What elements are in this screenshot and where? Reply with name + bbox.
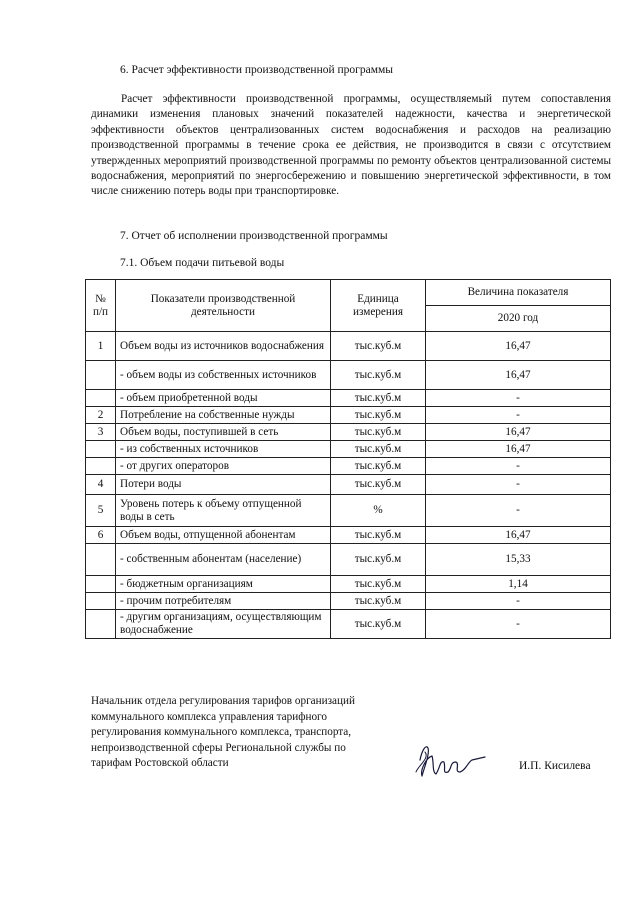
indicator-name: Потери воды	[116, 475, 331, 495]
indicator-value: -	[426, 593, 611, 610]
row-number: 6	[86, 527, 116, 544]
unit-of-measure: тыс.куб.м	[331, 424, 426, 441]
indicator-value: 15,33	[426, 544, 611, 576]
indicator-value: -	[426, 390, 611, 407]
indicator-name: - бюджетным организациям	[116, 576, 331, 593]
signatory-title-line: коммунального комплекса управления тарифного	[91, 710, 327, 723]
section-7-1-heading: 7.1. Объем подачи питьевой воды	[120, 257, 285, 269]
row-number	[86, 390, 116, 407]
indicator-value: 1,14	[426, 576, 611, 593]
indicator-name: - объем воды из собственных источников	[116, 361, 331, 390]
table-row	[86, 361, 611, 390]
signatory-title	[91, 694, 411, 772]
row-number: 2	[86, 407, 116, 424]
indicator-name: - объем приобретенной воды	[116, 390, 331, 407]
signatory-title-line: непроизводственной сферы Региональной службы по	[91, 741, 346, 754]
unit-of-measure: тыс.куб.м	[331, 576, 426, 593]
table-row	[86, 390, 611, 407]
indicator-value: -	[426, 407, 611, 424]
indicator-name: Объем воды, отпущенной абонентам	[116, 527, 331, 544]
table-row	[86, 593, 611, 610]
unit-of-measure: тыс.куб.м	[331, 332, 426, 361]
row-number	[86, 544, 116, 576]
unit-of-measure: %	[331, 495, 426, 527]
indicator-value: 16,47	[426, 441, 611, 458]
unit-of-measure: тыс.куб.м	[331, 527, 426, 544]
signatory-title-line: тарифам Ростовской области	[91, 757, 229, 770]
indicator-value: 16,47	[426, 527, 611, 544]
table-body	[86, 332, 611, 639]
signatory-title-line: регулирования коммунального комплекса, транспорта,	[91, 726, 352, 739]
header-value: Величина показателя	[426, 280, 611, 306]
table-row	[86, 424, 611, 441]
header-indicator: Показатели производственной деятельности	[116, 280, 331, 332]
unit-of-measure: тыс.куб.м	[331, 361, 426, 390]
indicator-value: -	[426, 610, 611, 639]
indicator-name: - другим организациям, осуществляющим водоснабжение	[116, 610, 331, 639]
row-number	[86, 593, 116, 610]
table-row	[86, 441, 611, 458]
indicator-name: Объем воды, поступившей в сеть	[116, 424, 331, 441]
indicator-value: 16,47	[426, 424, 611, 441]
header-unit: Единица измерения	[331, 280, 426, 332]
indicator-name: Объем воды из источников водоснабжения	[116, 332, 331, 361]
header-num: № п/п	[86, 280, 116, 332]
table-header-row	[86, 280, 611, 306]
indicator-value: 16,47	[426, 332, 611, 361]
indicator-name: - от других операторов	[116, 458, 331, 475]
unit-of-measure: тыс.куб.м	[331, 593, 426, 610]
indicator-name: Потребление на собственные нужды	[116, 407, 331, 424]
indicator-value: -	[426, 475, 611, 495]
indicator-name: Уровень потерь к объему отпущенной воды в сеть	[116, 495, 331, 527]
section-6-paragraph: Расчет эффективности производственной программы, осуществляемый путем сопоставления динамики изменения плановых значений показателей надежности, качества и энергетической эффективности объектов централизованных систем водоснабжения и расходов на реализацию производственной программы в течение срока ее действия, не производится в связи с отсутствием утвержденных мероприятий производственной программы по ремонту объектов централизованной системы водоснабжения, мероприятий по энергосбережению и повышению энергетической эффективности, в том числе снижению потерь воды при транспортировке.	[91, 93, 611, 198]
row-number	[86, 610, 116, 639]
row-number	[86, 361, 116, 390]
row-number: 1	[86, 332, 116, 361]
table-row	[86, 475, 611, 495]
row-number	[86, 458, 116, 475]
unit-of-measure: тыс.куб.м	[331, 544, 426, 576]
unit-of-measure: тыс.куб.м	[331, 458, 426, 475]
row-number	[86, 576, 116, 593]
handwritten-signature	[410, 738, 490, 783]
section-7-heading: 7. Отчет об исполнении производственной программы	[120, 230, 388, 242]
indicator-name: - собственным абонентам (население)	[116, 544, 331, 576]
section-6-heading: 6. Расчет эффективности производственной программы	[120, 64, 394, 76]
table-row	[86, 610, 611, 639]
indicator-name: - прочим потребителям	[116, 593, 331, 610]
table-row	[86, 544, 611, 576]
row-number: 3	[86, 424, 116, 441]
unit-of-measure: тыс.куб.м	[331, 390, 426, 407]
indicator-value: 16,47	[426, 361, 611, 390]
row-number: 4	[86, 475, 116, 495]
header-year: 2020 год	[426, 306, 611, 332]
table-row	[86, 527, 611, 544]
table-row	[86, 576, 611, 593]
table-row	[86, 458, 611, 475]
unit-of-measure: тыс.куб.м	[331, 407, 426, 424]
signer-name: И.П. Кисилева	[519, 760, 591, 772]
table-row	[86, 407, 611, 424]
unit-of-measure: тыс.куб.м	[331, 475, 426, 495]
signatory-title-line: Начальник отдела регулирования тарифов организаций	[91, 695, 355, 707]
table-row	[86, 332, 611, 361]
indicator-name: - из собственных источников	[116, 441, 331, 458]
indicator-value: -	[426, 458, 611, 475]
unit-of-measure: тыс.куб.м	[331, 610, 426, 639]
water-supply-table	[85, 279, 611, 639]
unit-of-measure: тыс.куб.м	[331, 441, 426, 458]
table-row	[86, 495, 611, 527]
indicator-value: -	[426, 495, 611, 527]
row-number	[86, 441, 116, 458]
row-number: 5	[86, 495, 116, 527]
